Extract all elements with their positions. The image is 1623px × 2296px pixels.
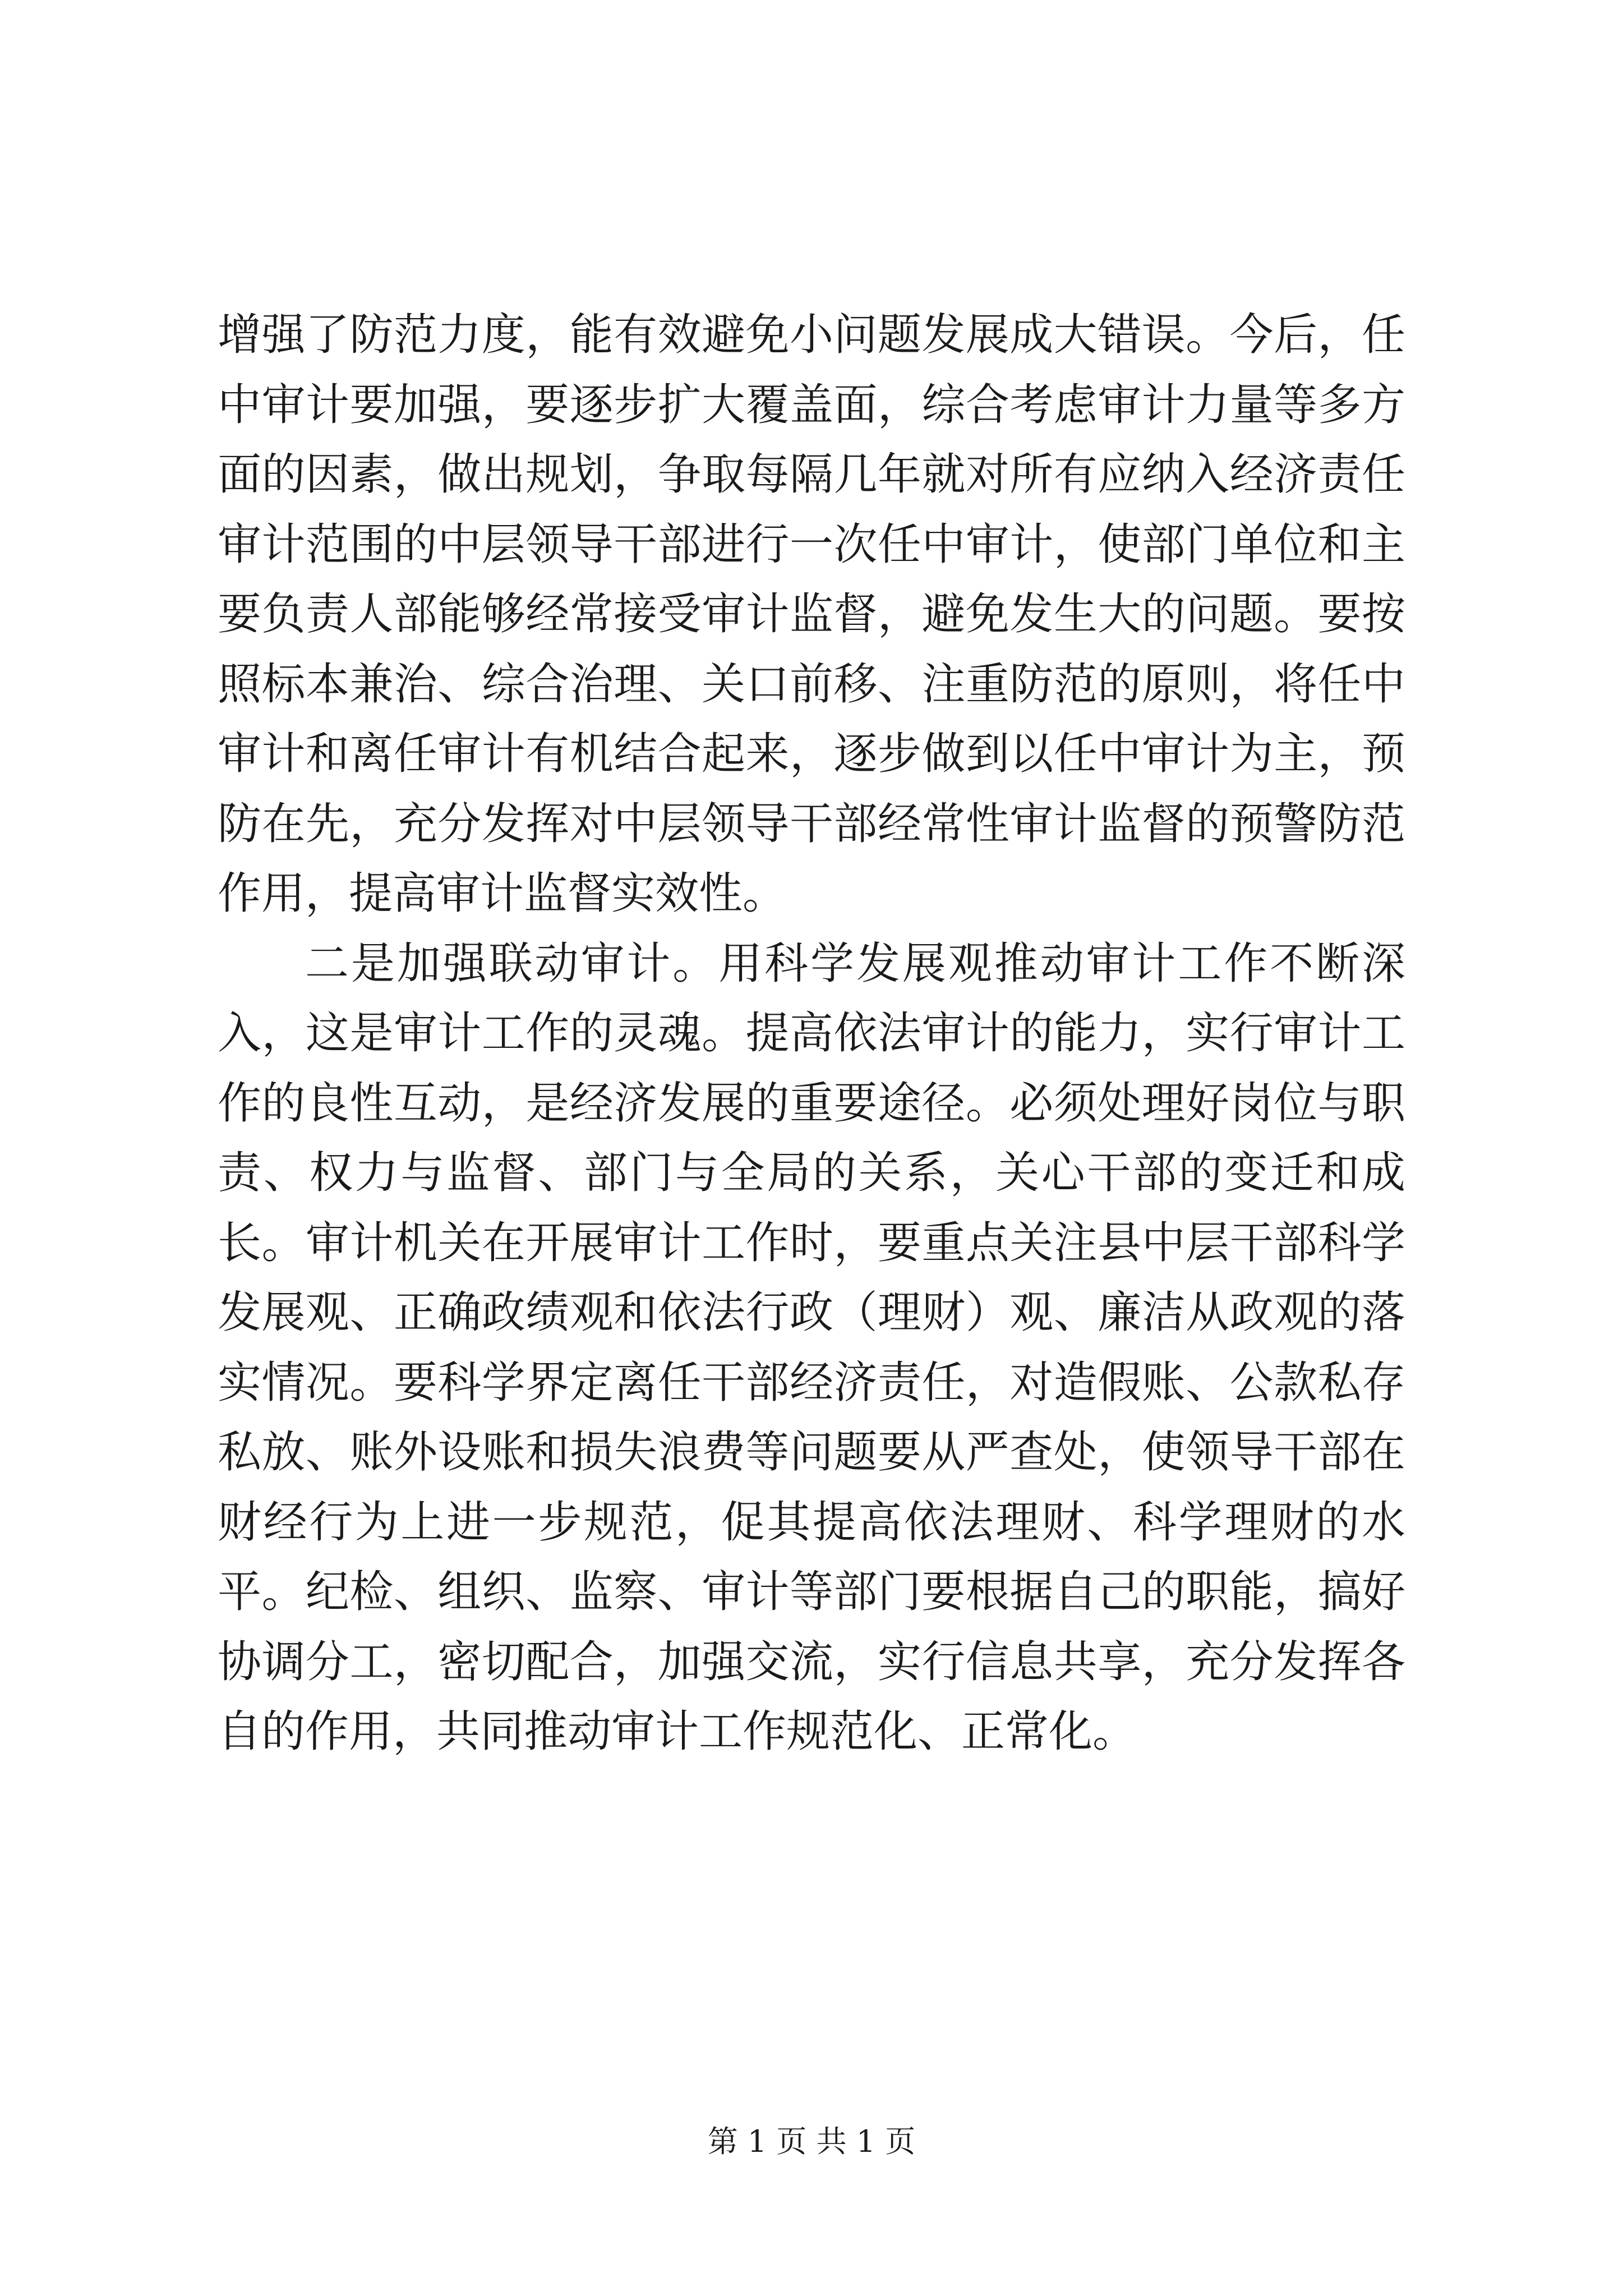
paragraph-1: 增强了防范力度，能有效避免小问题发展成大错误。今后，任中审计要加强，要逐步扩大覆盖面，综合考虑审计力量等多方面的因素，做出规划，争取每隔几年就对所有应纳入经济责任审计范围的中层领导干部进行一次任中审计，使部门单位和主要负责人部能够经常接受审计监督，避免发生大的问题。要按照标本兼治、综合治理、关口前移、注重防范的原则，将任中审计和离任审计有机结合起来，逐步做到以任中审计为主，预防在先，充分发挥对中层领导干部经常性审计监督的预警防范作用，提高审计监督实效性。 bbox=[218, 310, 1405, 919]
paragraph-2: 二是加强联动审计。用科学发展观推动审计工作不断深入，这是审计工作的灵魂。提高依法审计的能力，实行审计工作的良性互动，是经济发展的重要途径。必须处理好岗位与职责、权力与监督、部门与全局的关系，关心干部的变迁和成长。审计机关在开展审计工作时，要重点关注县中层干部科学发展观、正确政绩观和依法行政（理财）观、廉洁从政观的落实情况。要科学界定离任干部经济责任，对造假账、公款私存私放、账外设账和损失浪费等问题要从严查处，使领导干部在财经行为上进一步规范，促其提高依法理财、科学理财的水平。纪检、组织、监察、审计等部门要根据自己的职能，搞好协调分工，密切配合，加强交流，实行信息共享，充分发挥各自的作用，共同推动审计工作规范化、正常化。 bbox=[218, 938, 1405, 1757]
document-body bbox=[218, 300, 1405, 1767]
page-footer: 第 1 页 共 1 页 bbox=[707, 2124, 916, 2159]
